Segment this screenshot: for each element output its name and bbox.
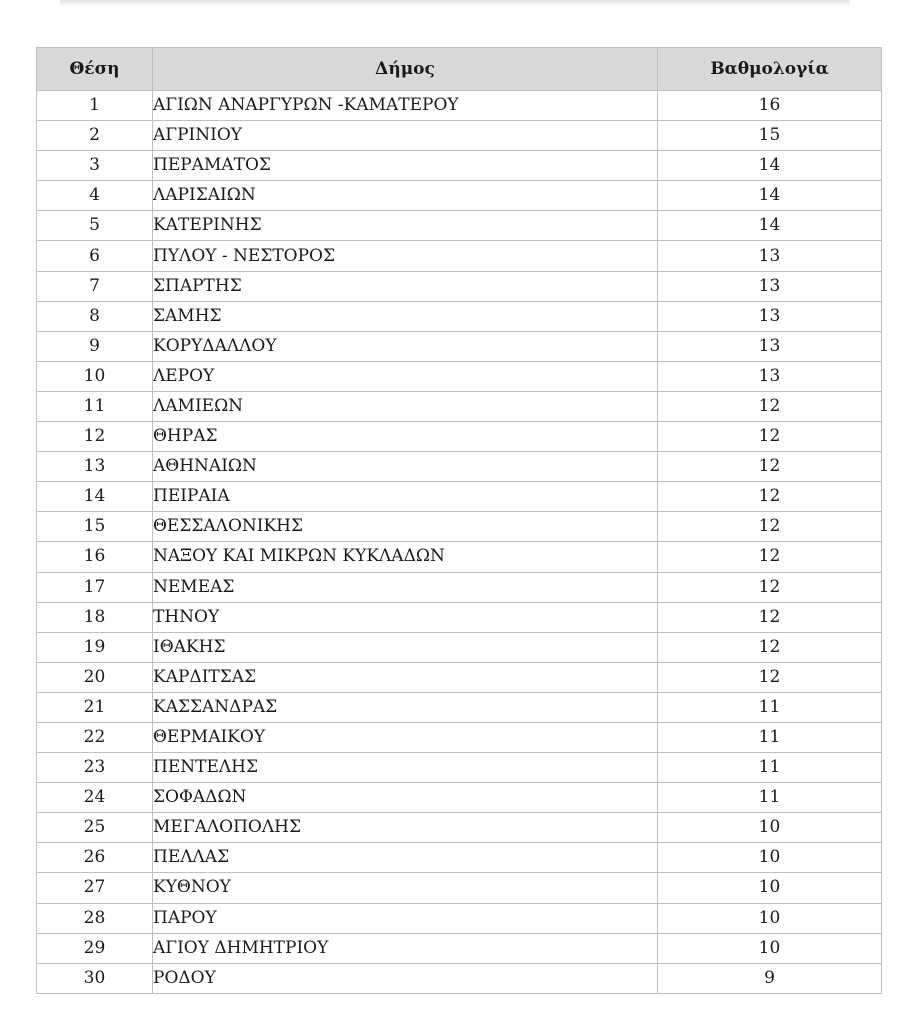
row-score: 12	[658, 572, 882, 602]
row-score: 12	[658, 422, 882, 452]
row-municipality: ΑΓΡΙΝΙΟΥ	[153, 121, 658, 151]
table-row	[37, 873, 882, 903]
table-row	[37, 91, 882, 121]
row-score: 12	[658, 542, 882, 572]
page-top-shadow	[60, 0, 850, 6]
row-municipality: ΣΟΦΑΔΩΝ	[153, 783, 658, 813]
row-position: 10	[37, 361, 153, 391]
table-row	[37, 813, 882, 843]
table-row	[37, 271, 882, 301]
row-municipality: ΚΟΡΥΔΑΛΛΟΥ	[153, 331, 658, 361]
row-score: 13	[658, 331, 882, 361]
row-score: 11	[658, 692, 882, 722]
row-municipality: ΘΕΡΜΑΙΚΟΥ	[153, 722, 658, 752]
row-municipality: ΤΗΝΟΥ	[153, 602, 658, 632]
table-row	[37, 482, 882, 512]
row-municipality: ΠΥΛΟΥ - ΝΕΣΤΟΡΟΣ	[153, 241, 658, 271]
row-position: 1	[37, 91, 153, 121]
row-municipality: ΡΟΔΟΥ	[153, 963, 658, 993]
row-score: 11	[658, 783, 882, 813]
row-score: 16	[658, 91, 882, 121]
row-score: 11	[658, 722, 882, 752]
row-score: 10	[658, 843, 882, 873]
table-row	[37, 662, 882, 692]
row-municipality: ΘΕΣΣΑΛΟΝΙΚΗΣ	[153, 512, 658, 542]
table-body	[37, 91, 882, 994]
row-municipality: ΘΗΡΑΣ	[153, 422, 658, 452]
table-header	[37, 48, 882, 91]
row-position: 6	[37, 241, 153, 271]
row-score: 12	[658, 512, 882, 542]
table-row	[37, 602, 882, 632]
table-row	[37, 933, 882, 963]
table-row	[37, 783, 882, 813]
row-position: 15	[37, 512, 153, 542]
row-municipality: ΠΕΙΡΑΙΑ	[153, 482, 658, 512]
row-municipality: ΣΠΑΡΤΗΣ	[153, 271, 658, 301]
row-score: 12	[658, 662, 882, 692]
row-score: 10	[658, 903, 882, 933]
row-municipality: ΚΑΤΕΡΙΝΗΣ	[153, 211, 658, 241]
row-position: 17	[37, 572, 153, 602]
row-position: 16	[37, 542, 153, 572]
row-score: 14	[658, 211, 882, 241]
row-score: 13	[658, 271, 882, 301]
table-row	[37, 632, 882, 662]
row-score: 12	[658, 482, 882, 512]
row-position: 22	[37, 722, 153, 752]
row-position: 29	[37, 933, 153, 963]
row-position: 30	[37, 963, 153, 993]
row-position: 11	[37, 391, 153, 421]
row-score: 14	[658, 181, 882, 211]
row-position: 4	[37, 181, 153, 211]
row-score: 15	[658, 121, 882, 151]
table-row	[37, 121, 882, 151]
row-score: 10	[658, 933, 882, 963]
row-municipality: ΜΕΓΑΛΟΠΟΛΗΣ	[153, 813, 658, 843]
table-row	[37, 241, 882, 271]
header-score: Βαθμολογία	[658, 48, 882, 91]
table-row	[37, 903, 882, 933]
row-score: 9	[658, 963, 882, 993]
table-row	[37, 331, 882, 361]
table-row	[37, 542, 882, 572]
row-score: 12	[658, 391, 882, 421]
row-municipality: ΑΘΗΝΑΙΩΝ	[153, 452, 658, 482]
header-municipality: Δήμος	[153, 48, 658, 91]
row-score: 10	[658, 873, 882, 903]
table-row	[37, 301, 882, 331]
row-municipality: ΑΓΙΟΥ ΔΗΜΗΤΡΙΟΥ	[153, 933, 658, 963]
row-position: 2	[37, 121, 153, 151]
row-position: 28	[37, 903, 153, 933]
row-score: 12	[658, 602, 882, 632]
row-position: 8	[37, 301, 153, 331]
row-municipality: ΙΘΑΚΗΣ	[153, 632, 658, 662]
table-row	[37, 512, 882, 542]
row-municipality: ΠΑΡΟΥ	[153, 903, 658, 933]
row-position: 12	[37, 422, 153, 452]
row-municipality: ΣΑΜΗΣ	[153, 301, 658, 331]
row-position: 27	[37, 873, 153, 903]
row-position: 14	[37, 482, 153, 512]
table-row	[37, 753, 882, 783]
row-position: 23	[37, 753, 153, 783]
table-row	[37, 572, 882, 602]
row-position: 20	[37, 662, 153, 692]
row-position: 13	[37, 452, 153, 482]
table-row	[37, 722, 882, 752]
row-municipality: ΛΑΜΙΕΩΝ	[153, 391, 658, 421]
row-municipality: ΝΑΞΟΥ ΚΑΙ ΜΙΚΡΩΝ ΚΥΚΛΑΔΩΝ	[153, 542, 658, 572]
table-row	[37, 692, 882, 722]
table-row	[37, 422, 882, 452]
row-score: 10	[658, 813, 882, 843]
row-position: 5	[37, 211, 153, 241]
row-score: 14	[658, 151, 882, 181]
ranking-table	[36, 47, 882, 994]
row-municipality: ΝΕΜΕΑΣ	[153, 572, 658, 602]
row-municipality: ΑΓΙΩΝ ΑΝΑΡΓΥΡΩΝ -ΚΑΜΑΤΕΡΟΥ	[153, 91, 658, 121]
row-score: 13	[658, 241, 882, 271]
row-position: 7	[37, 271, 153, 301]
row-municipality: ΚΑΡΔΙΤΣΑΣ	[153, 662, 658, 692]
row-position: 3	[37, 151, 153, 181]
table-row	[37, 391, 882, 421]
header-row	[37, 48, 882, 91]
table-row	[37, 361, 882, 391]
row-score: 13	[658, 361, 882, 391]
row-municipality: ΛΕΡΟΥ	[153, 361, 658, 391]
row-municipality: ΚΑΣΣΑΝΔΡΑΣ	[153, 692, 658, 722]
table-row	[37, 151, 882, 181]
table-row	[37, 963, 882, 993]
row-position: 18	[37, 602, 153, 632]
row-municipality: ΛΑΡΙΣΑΙΩΝ	[153, 181, 658, 211]
row-score: 12	[658, 632, 882, 662]
header-position: Θέση	[37, 48, 153, 91]
row-position: 24	[37, 783, 153, 813]
row-score: 12	[658, 452, 882, 482]
row-municipality: ΠΕΡΑΜΑΤΟΣ	[153, 151, 658, 181]
row-position: 21	[37, 692, 153, 722]
row-score: 11	[658, 753, 882, 783]
row-municipality: ΚΥΘΝΟΥ	[153, 873, 658, 903]
row-municipality: ΠΕΛΛΑΣ	[153, 843, 658, 873]
row-position: 25	[37, 813, 153, 843]
row-position: 26	[37, 843, 153, 873]
table-row	[37, 452, 882, 482]
table-row	[37, 211, 882, 241]
table-row	[37, 181, 882, 211]
row-position: 19	[37, 632, 153, 662]
row-municipality: ΠΕΝΤΕΛΗΣ	[153, 753, 658, 783]
row-score: 13	[658, 301, 882, 331]
table-row	[37, 843, 882, 873]
row-position: 9	[37, 331, 153, 361]
